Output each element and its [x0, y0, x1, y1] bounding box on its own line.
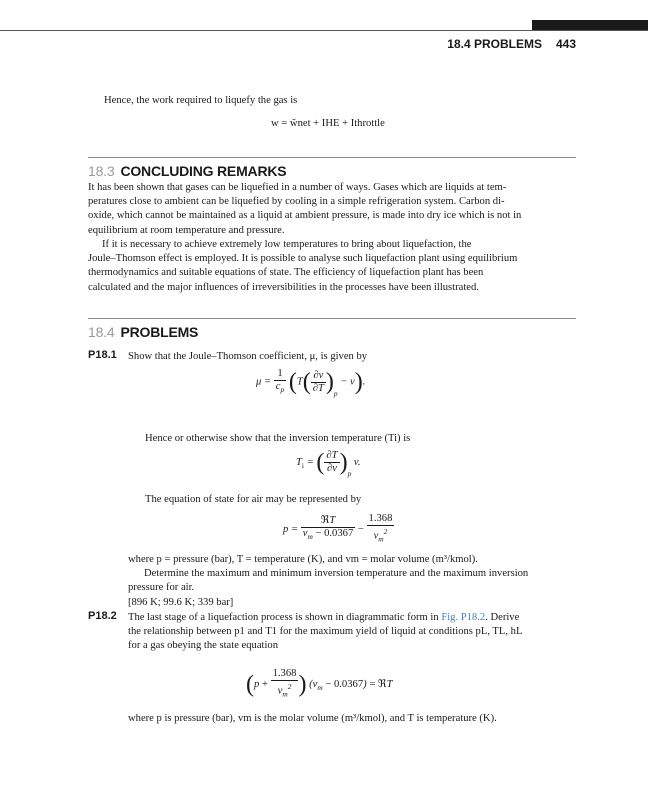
section-heading-18-3 — [88, 163, 286, 179]
problem-label-18-2: P18.2 — [88, 610, 117, 622]
p18-2-text-after: where p is pressure (bar), vm is the molar volume (m³/kmol), and T is temperature (K). — [128, 713, 497, 724]
intro-text: Hence, the work required to liquefy the gas is — [104, 95, 298, 106]
paragraph-line: for a gas obeying the state equation — [128, 640, 279, 652]
p18-2-text — [128, 611, 576, 654]
problem-label-18-1: P18.1 — [88, 349, 117, 361]
p18-1-answer: [896 K; 99.6 K; 339 bar] — [128, 597, 234, 608]
eq-constant-b: 0.0367 — [333, 678, 364, 690]
state-equation-p18-2: (p + $\frac{1.368}{v_m^2}$ ) $(v_m - 0.0367)$ = ℜT — [246, 668, 393, 699]
inversion-temperature-equation: $T_i$ = ( $\frac{\partial T}{\partial v}$ )$_p$ v. — [296, 449, 361, 479]
section-title-18-4: PROBLEMS — [120, 324, 199, 340]
p18-2-line1-post: . Derive — [485, 612, 520, 623]
equation-of-state: p = $\frac{\text{ℜT}}{v_m - 0.0367}$ − $\frac{1.368}{v_m^2}$ — [283, 513, 393, 544]
section-number-18-3: 18.3 — [88, 163, 115, 179]
section-title-18-3: CONCLUDING REMARKS — [120, 163, 287, 179]
section-number-18-4: 18.4 — [88, 324, 115, 340]
section-rule-18-3 — [88, 157, 576, 158]
paragraph-line: It has been shown that gases can be liquefied in a number of ways. Gases which are liquids at tem- — [88, 182, 507, 193]
concluding-paragraph-2 — [88, 238, 576, 295]
paragraph-line — [128, 611, 576, 625]
p18-1-text-2: Hence or otherwise show that the inversion temperature (Ti) is — [145, 433, 411, 444]
paragraph-line: If it is necessary to achieve extremely low temperatures to bring about liquefaction, the — [102, 239, 472, 250]
header-rule — [0, 30, 648, 31]
eos-constant-a: 1.368 — [368, 513, 393, 524]
paragraph-line: pressure for air. — [128, 582, 195, 594]
paragraph-line: Joule–Thomson effect is employed. It is possible to analyse such liquefaction plant using equilibrium — [88, 253, 518, 265]
paragraph-line: thermodynamics and suitable equations of state. The efficiency of liquefaction plant has been — [88, 267, 484, 279]
eq-constant-a: 1.368 — [272, 668, 297, 679]
p18-1-text-4: where p = pressure (bar), T = temperature (K), and vm = molar volume (m³/kmol). — [128, 554, 478, 565]
paragraph-line: calculated and the major influences of irreversibilities in the processes have been illustrated. — [88, 281, 479, 293]
running-head — [447, 37, 576, 51]
work-equation: w = w̆net + IHE + Ithrottle — [271, 118, 385, 129]
paragraph-line: oxide, which cannot be maintained as a liquid at ambient pressure, is made into dry ice which is not in — [88, 210, 522, 222]
p18-1-text-1: Show that the Joule–Thomson coefficient, μ, is given by — [128, 351, 368, 362]
p18-2-line1-pre: The last stage of a liquefaction process is shown in diagrammatic form in — [128, 612, 442, 623]
eos-constant-b: 0.0367 — [324, 528, 354, 540]
p18-1-text-5 — [128, 567, 576, 595]
page-number: 443 — [555, 37, 576, 51]
section-heading-18-4 — [88, 324, 198, 340]
p18-1-text-3: The equation of state for air may be represented by — [145, 494, 362, 505]
concluding-paragraph-1 — [88, 181, 576, 238]
fig-p18-2-link[interactable]: Fig. P18.2 — [441, 612, 486, 623]
section-rule-18-4 — [88, 318, 576, 319]
paragraph-line: the relationship between p1 and T1 for the maximum yield of liquid at conditions pL, TL, hL — [128, 626, 523, 638]
jt-coefficient-equation: μ = $\frac{1}{c_p}$ (T( $\frac{\partial v}{\partial T}$ )$_p - v$). — [256, 368, 366, 398]
paragraph-line: equilibrium at room temperature and pressure. — [88, 224, 285, 236]
running-head-section: 18.4 PROBLEMS — [447, 37, 542, 51]
paragraph-line: Determine the maximum and minimum inversion temperature and the maximum inversion — [144, 568, 529, 579]
paragraph-line: peratures close to ambient can be liquefied by cooling in a simple refrigeration system. Carbon di- — [88, 196, 505, 208]
